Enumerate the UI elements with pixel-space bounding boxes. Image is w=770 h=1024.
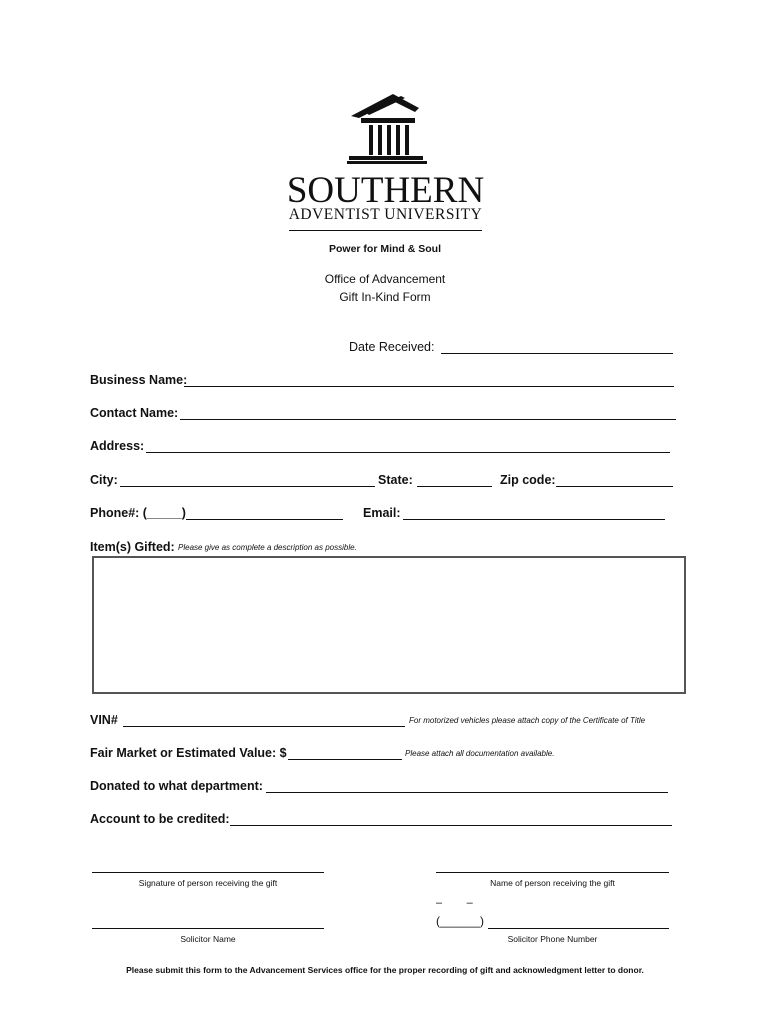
fair-value-note: Please attach all documentation available. bbox=[405, 749, 555, 758]
fair-value-label: Fair Market or Estimated Value: $ bbox=[90, 746, 287, 760]
footer-instruction: Please submit this form to the Advancement Services office for the proper recording of gift and acknowledgment letter to donor. bbox=[126, 965, 644, 975]
account-line[interactable] bbox=[230, 825, 672, 826]
phone-label: Phone#: (_____) bbox=[90, 506, 186, 520]
address-line[interactable] bbox=[146, 452, 670, 453]
form-title: Gift In-Kind Form bbox=[339, 290, 431, 304]
name-receiver-line[interactable] bbox=[436, 872, 669, 873]
solicitor-phone-line[interactable] bbox=[488, 928, 669, 929]
name-receiver-caption: Name of person receiving the gift bbox=[490, 878, 615, 888]
items-gifted-label: Item(s) Gifted: bbox=[90, 540, 175, 554]
business-name-line[interactable] bbox=[184, 386, 674, 387]
date-received-line[interactable] bbox=[441, 353, 673, 354]
email-line[interactable] bbox=[403, 519, 665, 520]
solicitor-name-line[interactable] bbox=[92, 928, 324, 929]
tagline: Power for Mind & Soul bbox=[329, 243, 441, 255]
business-name-label: Business Name: bbox=[90, 373, 188, 387]
contact-name-line[interactable] bbox=[180, 419, 676, 420]
zip-line[interactable] bbox=[556, 486, 673, 487]
items-gifted-note: Please give as complete a description as possible. bbox=[178, 543, 357, 552]
vin-label: VIN# bbox=[90, 713, 118, 727]
university-logo bbox=[283, 90, 488, 240]
logo-divider bbox=[289, 230, 482, 231]
phone-dashes: – – bbox=[436, 897, 473, 909]
solicitor-phone-prefix: (______) bbox=[436, 914, 485, 928]
university-subname: ADVENTIST UNIVERSITY bbox=[288, 206, 483, 223]
state-label: State: bbox=[378, 473, 413, 487]
fair-value-line[interactable] bbox=[288, 759, 402, 760]
solicitor-phone-caption: Solicitor Phone Number bbox=[507, 934, 598, 944]
vin-note: For motorized vehicles please attach copy of the Certificate of Title bbox=[409, 716, 646, 725]
address-label: Address: bbox=[90, 439, 145, 453]
account-label: Account to be credited: bbox=[90, 812, 230, 826]
office-title: Office of Advancement bbox=[324, 272, 446, 286]
department-line[interactable] bbox=[266, 792, 668, 793]
signature-receiver-caption: Signature of person receiving the gift bbox=[138, 878, 278, 888]
city-line[interactable] bbox=[120, 486, 375, 487]
zip-label: Zip code: bbox=[500, 473, 556, 487]
email-label: Email: bbox=[363, 506, 401, 520]
phone-line[interactable] bbox=[186, 519, 343, 520]
city-label: City: bbox=[90, 473, 118, 487]
signature-receiver-line[interactable] bbox=[92, 872, 324, 873]
vin-line[interactable] bbox=[123, 726, 405, 727]
contact-name-label: Contact Name: bbox=[90, 406, 179, 420]
building-columns-icon bbox=[345, 90, 429, 166]
state-line[interactable] bbox=[417, 486, 492, 487]
items-description-box[interactable] bbox=[92, 556, 686, 694]
university-name: SOUTHERN bbox=[286, 170, 485, 211]
department-label: Donated to what department: bbox=[90, 779, 263, 793]
date-received-label: Date Received: bbox=[349, 340, 435, 354]
solicitor-name-caption: Solicitor Name bbox=[180, 934, 236, 944]
